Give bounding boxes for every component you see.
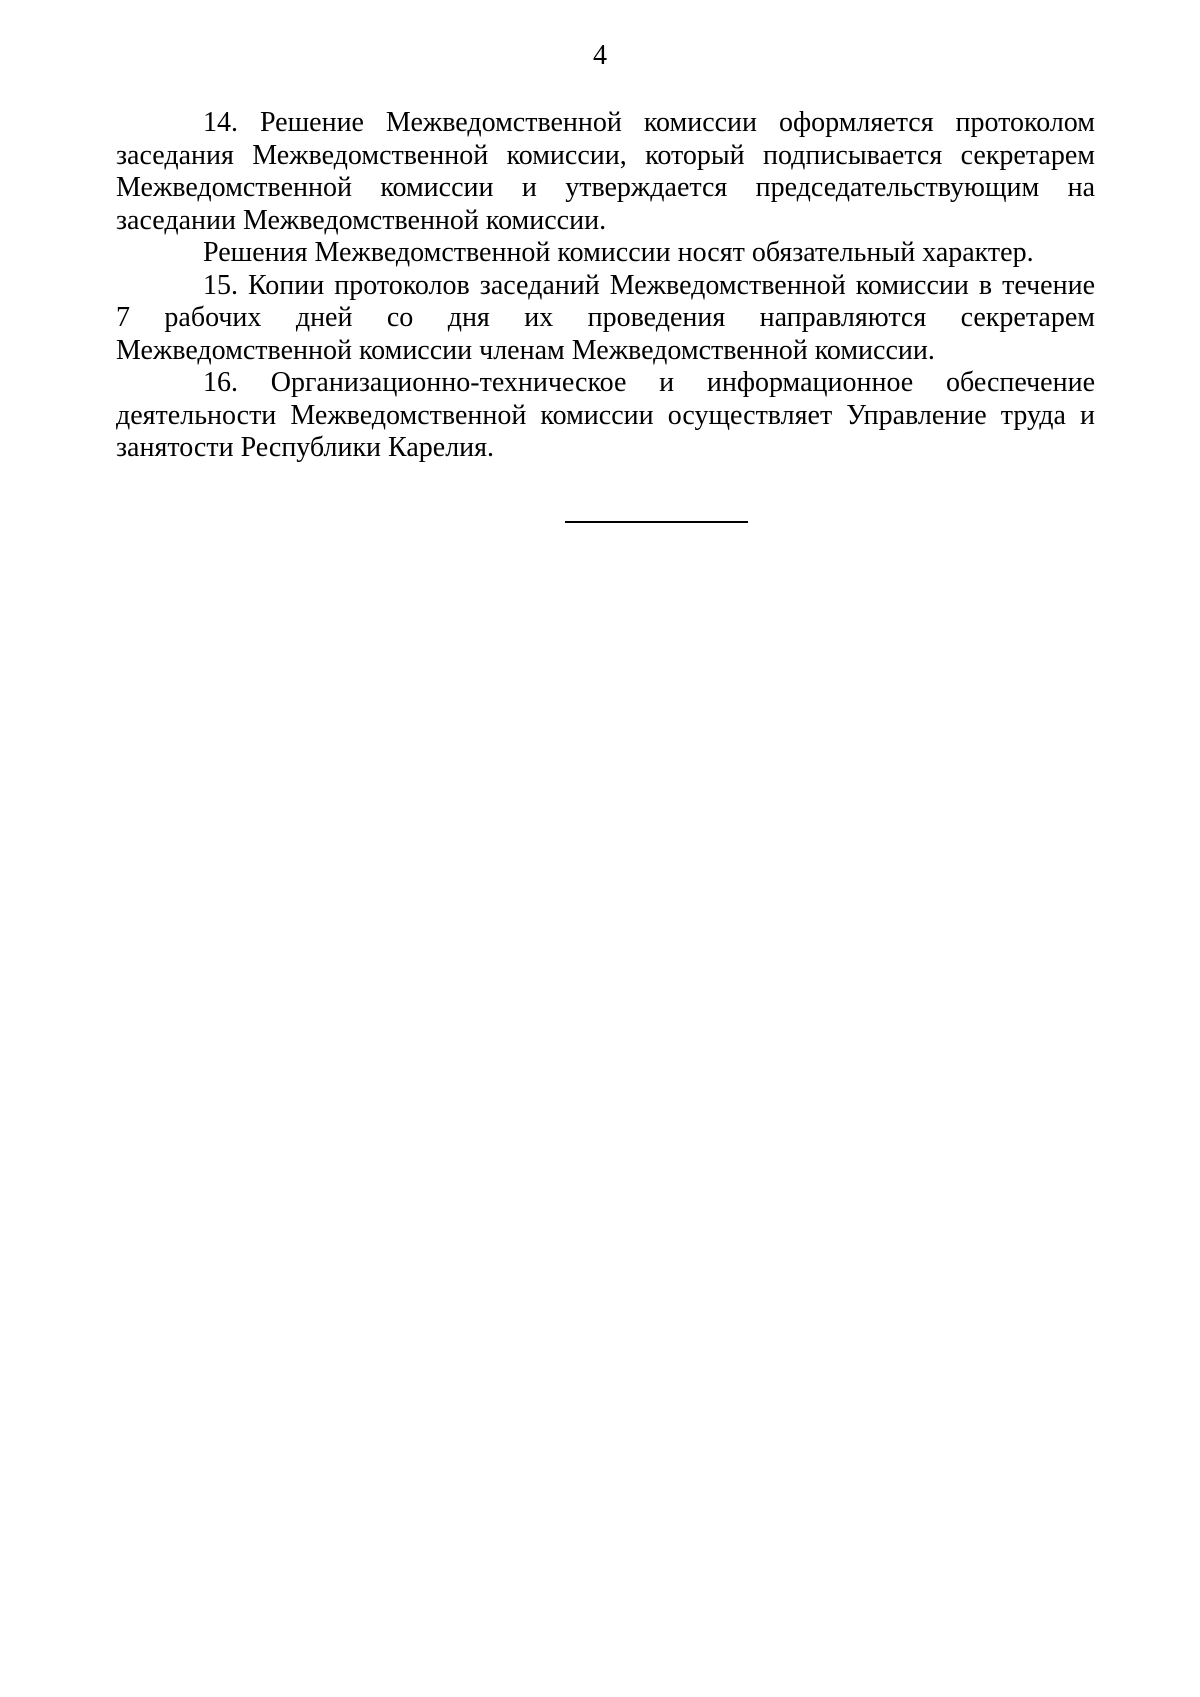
text-line: 7 рабочих дней со дня их проведения направляются секретарем: [116, 302, 1095, 333]
text-line: Решения Межведомственной комиссии носят обязательный характер.: [203, 237, 1034, 268]
paragraph-decisions: [116, 237, 1095, 270]
paragraph-14: [116, 107, 1095, 237]
section-divider-line: [565, 521, 748, 523]
text-line: 14. Решение Межведомственной комиссии оформляется протоколом: [203, 107, 1095, 138]
text-line: 16. Организационно-техническое и информационное обеспечение: [203, 367, 1095, 398]
paragraph-15: [116, 270, 1095, 368]
text-line: деятельности Межведомственной комиссии осуществляет Управление труда и: [116, 399, 1095, 431]
text-line: заседании Межведомственной комиссии.: [116, 204, 607, 236]
text-line: занятости Республики Карелия.: [116, 432, 495, 463]
page-number: 4: [593, 40, 607, 71]
text-line: Межведомственной комиссии и утверждается председательствующим на: [116, 172, 1095, 203]
text-line: заседания Межведомственной комиссии, который подписывается секретарем: [116, 139, 1095, 171]
paragraph-16: [116, 367, 1095, 465]
text-line: Межведомственной комиссии членам Межведомственной комиссии.: [116, 334, 935, 366]
document-body: [0, 107, 1095, 465]
text-line: 15. Копии протоколов заседаний Межведомственной комиссии в течение: [203, 269, 1095, 301]
